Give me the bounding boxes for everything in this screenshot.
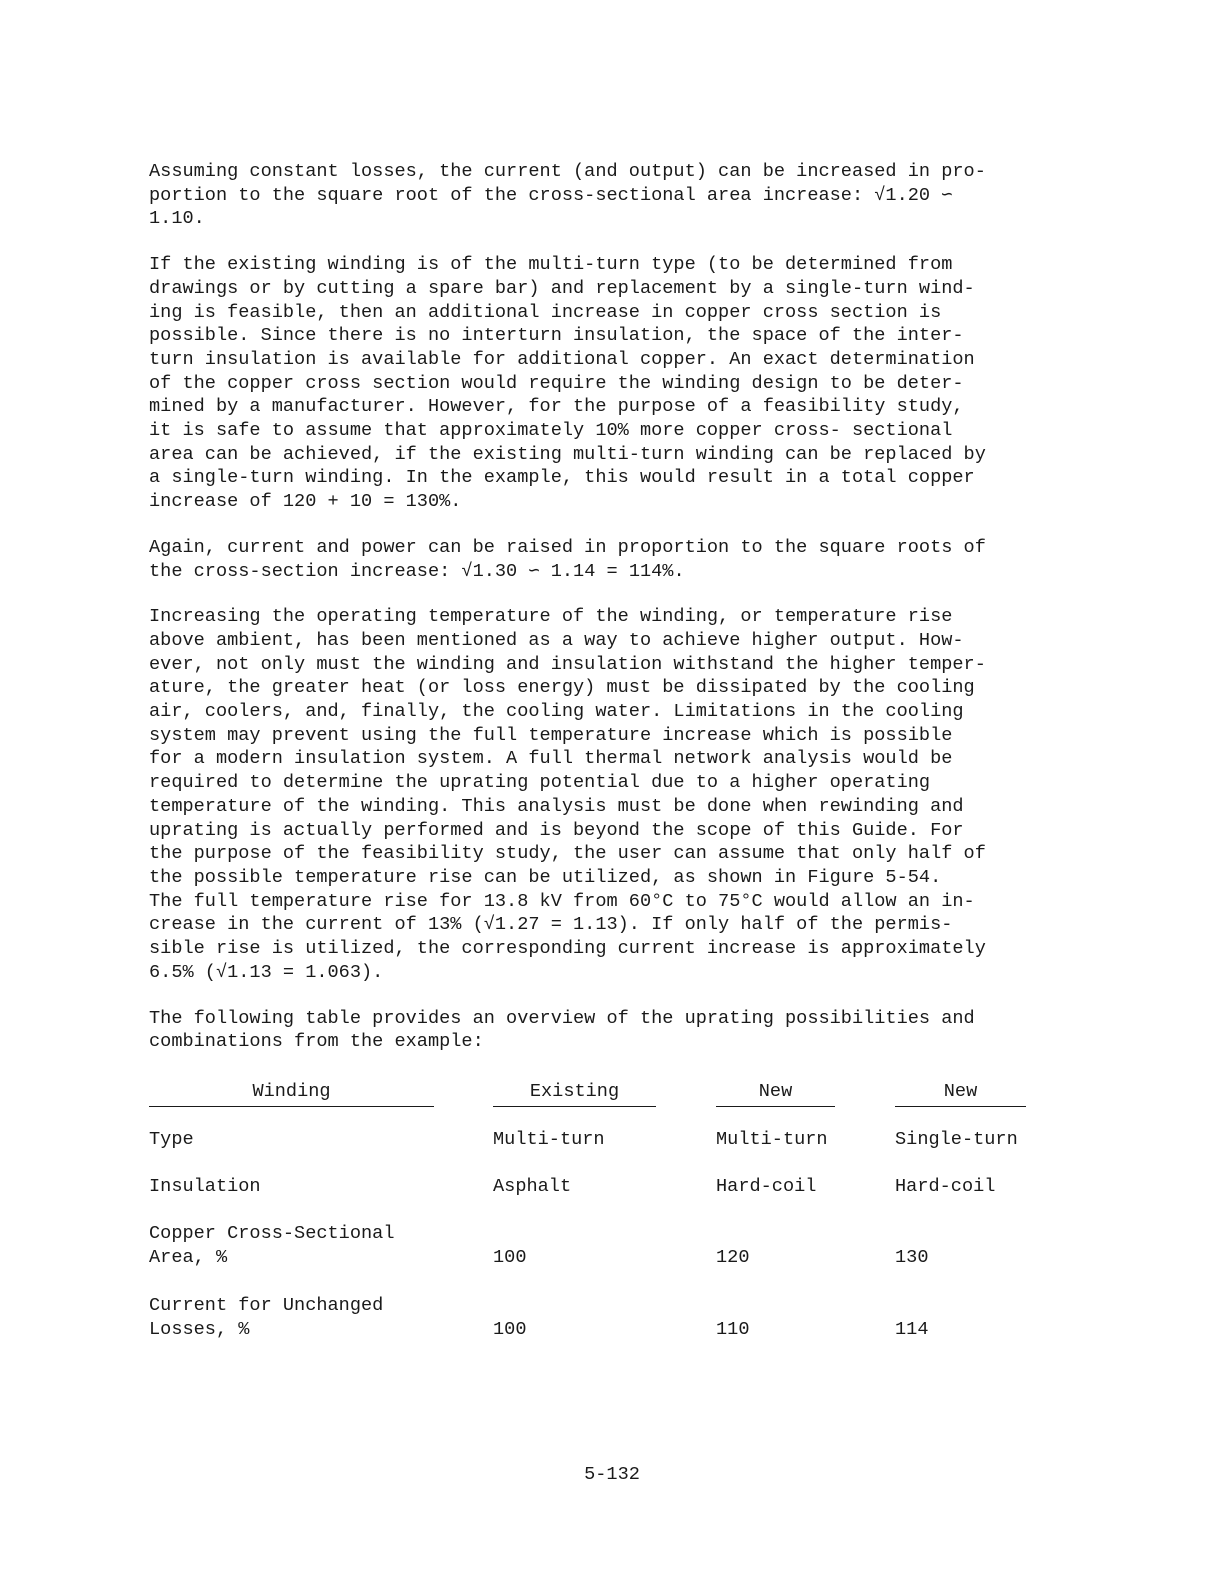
- page-number: 5-132: [584, 1464, 640, 1485]
- header-existing: Existing: [493, 1080, 656, 1107]
- header-winding: Winding: [149, 1080, 434, 1107]
- paragraph-3: Again, current and power can be raised in proportion to the square roots of the cross-section increase: √1.30 ∽ 1.14 = 114%.: [149, 536, 986, 582]
- paragraph-4: Increasing the operating temperature of the winding, or temperature rise above ambient, has been mentioned as a way to achieve higher output. How- ever, not only must the winding and insulation withstand the higher temper- ature, the greater heat (or loss energy) must be dissipated by the cooling air, coolers, and, finally, the cooling water. Limitations in the cooling system may prevent using the full temperature increase which is possible for a modern insulation system. A full thermal network analysis would be required to determine the uprating potential due to a higher operating temperature of the winding. This analysis must be done when rewinding and uprating is actually performed and is beyond the scope of this Guide. For the purpose of the feasibility study, the user can assume that only half of the possible temperature rise can be utilized, as shown in Figure 5-54. The full temperature rise for 13.8 kV from 60°C to 75°C would allow an in- crease in the current of 13% (√1.27 = 1.13). If only half of the permis- sible rise is utilized, the corresponding current increase is approximately 6.5% (√1.13 = 1.063).: [149, 606, 986, 983]
- cell-new-2: 130: [895, 1246, 929, 1268]
- uprating-table: [149, 1080, 1044, 1342]
- table-header-row: [149, 1080, 1044, 1110]
- cell-new-2: Single-turn: [895, 1128, 1018, 1150]
- paragraph-1: Assuming constant losses, the current (and output) can be increased in pro- portion to the square root of the cross-sectional area increase: √1.20 ∽ 1.10.: [149, 161, 986, 230]
- cell-existing: 100: [493, 1318, 527, 1340]
- row-label: Current for Unchanged Losses, %: [149, 1294, 384, 1340]
- cell-new-1: Multi-turn: [716, 1128, 828, 1150]
- row-label: Copper Cross-Sectional Area, %: [149, 1222, 395, 1268]
- cell-new-1: 120: [716, 1246, 750, 1268]
- cell-new-1: 110: [716, 1318, 750, 1340]
- cell-existing: Multi-turn: [493, 1128, 605, 1150]
- row-label: Insulation: [149, 1175, 261, 1197]
- table-row: [149, 1222, 1044, 1294]
- row-label: Type: [149, 1128, 194, 1150]
- cell-new-2: 114: [895, 1318, 929, 1340]
- table-row: [149, 1294, 1044, 1342]
- table-row: [149, 1128, 1044, 1175]
- header-new-1: New: [716, 1080, 835, 1107]
- cell-existing: 100: [493, 1246, 527, 1268]
- paragraph-2: If the existing winding is of the multi-turn type (to be determined from drawings or by cutting a spare bar) and replacement by a single-turn wind- ing is feasible, then an additional increase in copper cross section is possible. Since there is no interturn insulation, the space of the inter- turn insulation is available for additional copper. An exact determination of the copper cross section would require the winding design to be deter- mined by a manufacturer. However, for the purpose of a feasibility study, it is safe to assume that approximately 10% more copper cross- sectional area can be achieved, if the existing multi-turn winding can be replaced by a single-turn winding. In the example, this would result in a total copper increase of 120 + 10 = 130%.: [149, 254, 986, 513]
- document-body: [149, 160, 1044, 1342]
- cell-new-1: Hard-coil: [716, 1175, 817, 1197]
- cell-existing: Asphalt: [493, 1175, 572, 1197]
- paragraph-5: The following table provides an overview of the uprating possibilities and combinations from the example:: [149, 1007, 975, 1053]
- table-row: [149, 1175, 1044, 1222]
- cell-new-2: Hard-coil: [895, 1175, 996, 1197]
- header-new-2: New: [895, 1080, 1026, 1107]
